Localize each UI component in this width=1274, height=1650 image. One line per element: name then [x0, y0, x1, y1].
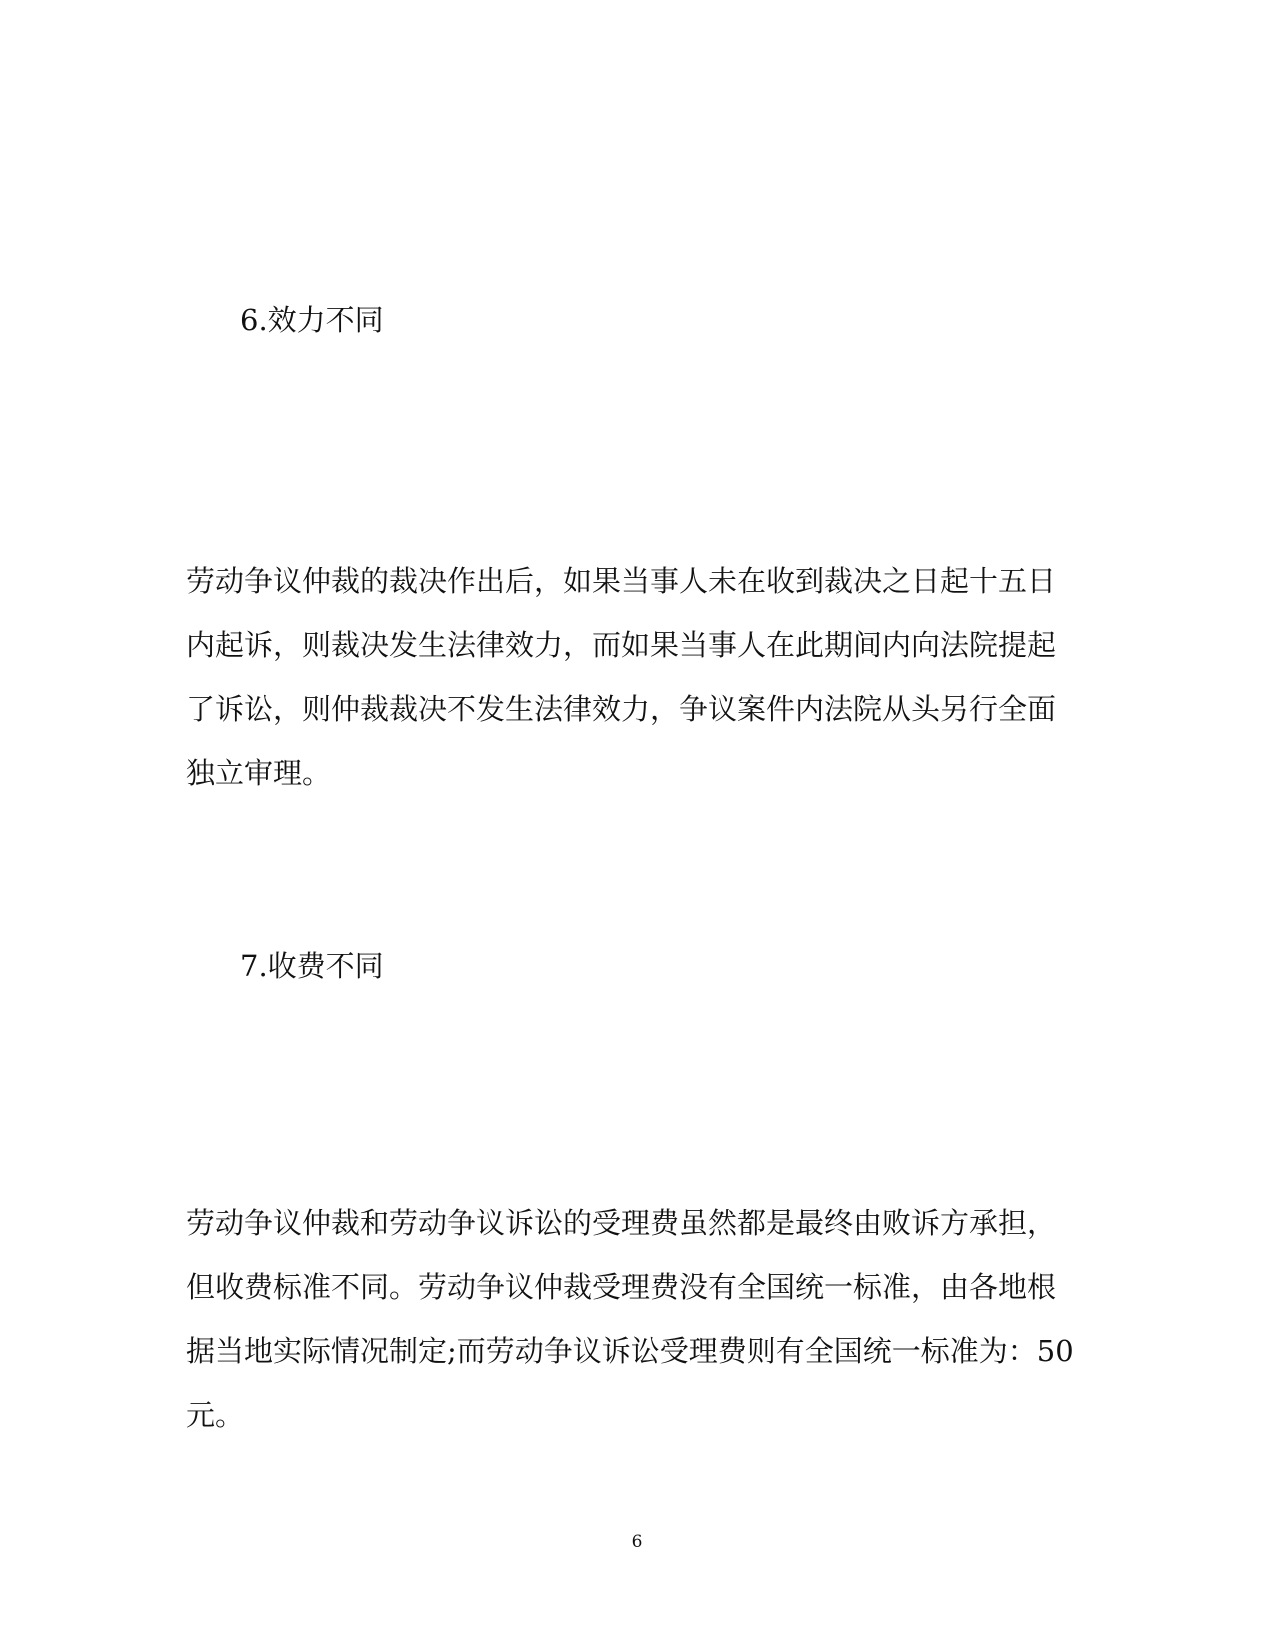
section-heading-fees: 7.收费不同	[240, 949, 384, 983]
paragraph-fees	[186, 1205, 1086, 1461]
paragraph-line: 元。	[186, 1398, 245, 1432]
paragraph-effect	[186, 563, 1086, 819]
paragraph-line: 了诉讼，则仲裁裁决不发生法律效力，争议案件内法院从头另行全面	[186, 692, 1057, 726]
page-number: 6	[631, 1532, 643, 1552]
paragraph-line: 内起诉，则裁决发生法律效力，而如果当事人在此期间内向法院提起	[186, 628, 1057, 662]
paragraph-line: 劳动争议仲裁和劳动争议诉讼的受理费虽然都是最终由败诉方承担，	[186, 1206, 1057, 1240]
paragraph-line: 但收费标准不同。劳动争议仲裁受理费没有全国统一标准，由各地根	[186, 1270, 1057, 1304]
paragraph-line: 据当地实际情况制定;而劳动争议诉讼受理费则有全国统一标准为：50	[186, 1334, 1074, 1368]
paragraph-line: 劳动争议仲裁的裁决作出后，如果当事人未在收到裁决之日起十五日	[186, 564, 1057, 598]
section-heading-effect: 6.效力不同	[240, 303, 384, 337]
paragraph-line: 独立审理。	[186, 756, 332, 790]
